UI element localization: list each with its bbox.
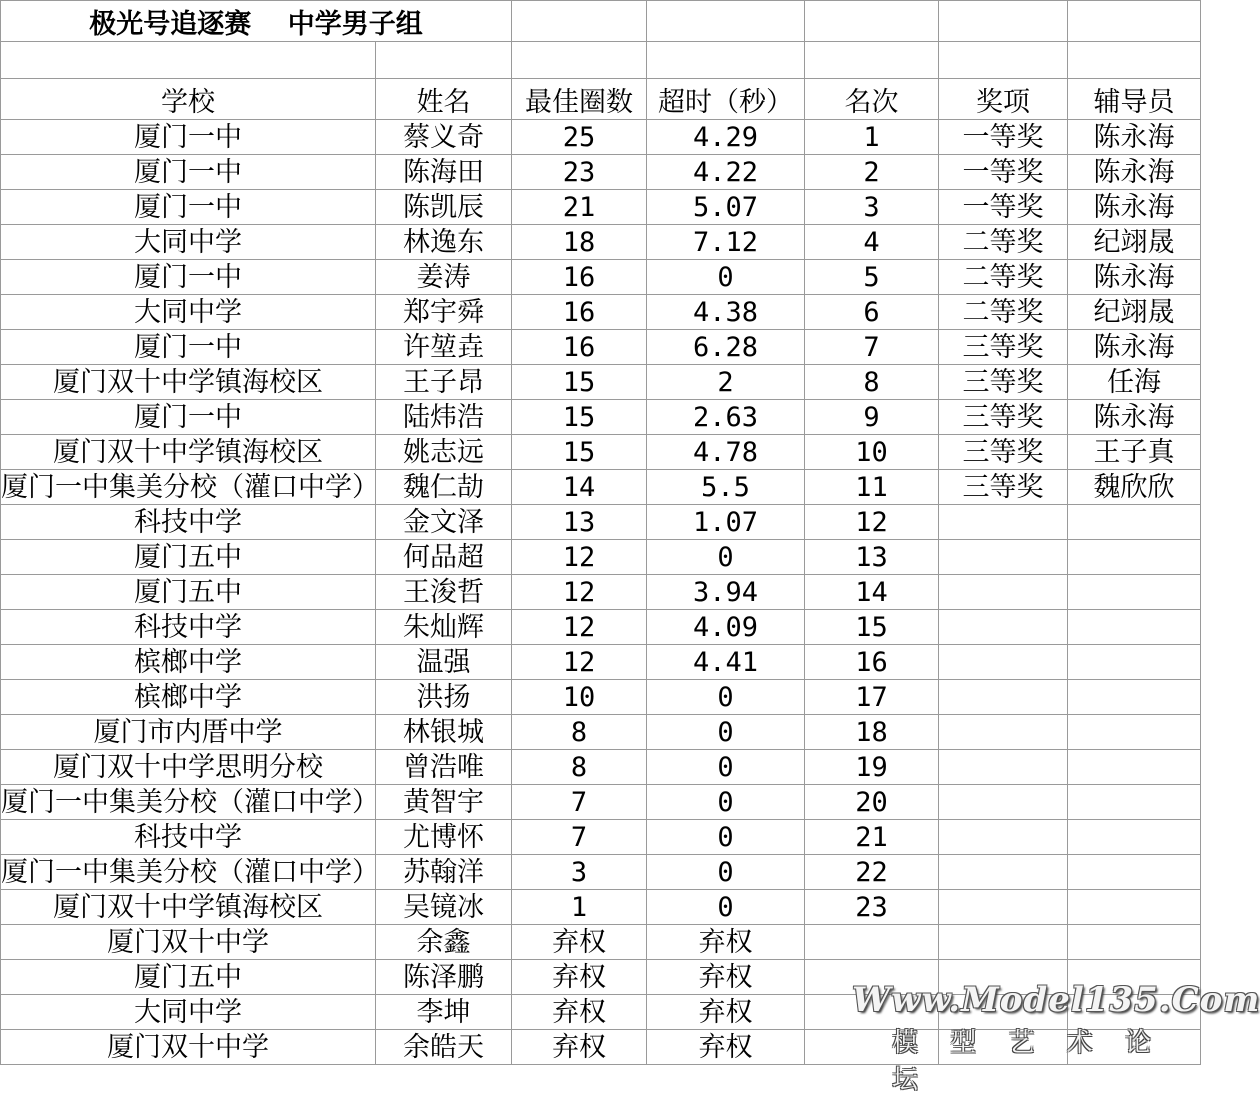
table-row (1, 260, 1201, 295)
cell-name[interactable]: 陈泽鹏 (376, 960, 512, 995)
cell-school[interactable]: 槟榔中学 (1, 645, 376, 680)
cell-best-laps[interactable]: 弃权 (512, 1030, 647, 1065)
cell-overtime[interactable]: 0 (647, 820, 805, 855)
cell-name[interactable]: 林银城 (376, 715, 512, 750)
cell-school[interactable]: 槟榔中学 (1, 680, 376, 715)
cell-award[interactable]: 二等奖 (939, 260, 1068, 295)
cell-rank[interactable]: 19 (805, 750, 939, 785)
table-row (1, 365, 1201, 400)
cell-overtime[interactable]: 5.5 (647, 470, 805, 505)
empty-cell[interactable] (805, 42, 939, 79)
table-row (1, 925, 1201, 960)
cell-name[interactable]: 姜涛 (376, 260, 512, 295)
empty-cell[interactable] (1068, 1, 1201, 42)
cell-overtime[interactable]: 2.63 (647, 400, 805, 435)
cell-award[interactable] (939, 715, 1068, 750)
cell-coach[interactable] (1068, 785, 1201, 820)
cell-coach[interactable]: 陈永海 (1068, 400, 1201, 435)
cell-rank[interactable] (805, 995, 939, 1030)
cell-best-laps[interactable]: 1 (512, 890, 647, 925)
cell-best-laps[interactable]: 15 (512, 400, 647, 435)
table-row (1, 575, 1201, 610)
cell-overtime[interactable]: 弃权 (647, 1030, 805, 1065)
cell-overtime[interactable]: 4.41 (647, 645, 805, 680)
cell-school[interactable]: 科技中学 (1, 820, 376, 855)
cell-best-laps[interactable]: 18 (512, 225, 647, 260)
cell-rank[interactable]: 6 (805, 295, 939, 330)
empty-cell[interactable] (805, 1, 939, 42)
cell-overtime[interactable]: 0 (647, 855, 805, 890)
watermark-url: Www.Model135.Com (852, 980, 1260, 1020)
table-row (1, 785, 1201, 820)
cell-coach[interactable]: 魏欣欣 (1068, 470, 1201, 505)
cell-overtime[interactable]: 弃权 (647, 995, 805, 1030)
cell-award[interactable] (939, 890, 1068, 925)
cell-award[interactable]: 二等奖 (939, 225, 1068, 260)
cell-coach[interactable] (1068, 540, 1201, 575)
cell-rank[interactable]: 17 (805, 680, 939, 715)
cell-school[interactable]: 厦门双十中学思明分校 (1, 750, 376, 785)
cell-rank[interactable]: 11 (805, 470, 939, 505)
cell-award[interactable] (939, 575, 1068, 610)
header-award[interactable]: 奖项 (939, 79, 1068, 120)
cell-best-laps[interactable]: 12 (512, 610, 647, 645)
cell-name[interactable]: 余鑫 (376, 925, 512, 960)
cell-award[interactable] (939, 540, 1068, 575)
cell-school[interactable]: 厦门一中 (1, 330, 376, 365)
cell-award[interactable] (939, 610, 1068, 645)
cell-school[interactable]: 厦门双十中学镇海校区 (1, 890, 376, 925)
cell-name[interactable]: 何品超 (376, 540, 512, 575)
header-name[interactable]: 姓名 (376, 79, 512, 120)
cell-rank[interactable]: 13 (805, 540, 939, 575)
cell-award[interactable]: 三等奖 (939, 400, 1068, 435)
cell-overtime[interactable]: 弃权 (647, 925, 805, 960)
table-row (1, 400, 1201, 435)
cell-school[interactable]: 厦门双十中学镇海校区 (1, 365, 376, 400)
cell-coach[interactable]: 陈永海 (1068, 330, 1201, 365)
table-row (1, 295, 1201, 330)
table-row (1, 820, 1201, 855)
cell-rank[interactable]: 7 (805, 330, 939, 365)
cell-name[interactable]: 黄智宇 (376, 785, 512, 820)
cell-coach[interactable]: 陈永海 (1068, 155, 1201, 190)
cell-overtime[interactable]: 3.94 (647, 575, 805, 610)
table-row (1, 855, 1201, 890)
table-row (1, 505, 1201, 540)
cell-school[interactable]: 厦门一中 (1, 155, 376, 190)
cell-award[interactable] (939, 925, 1068, 960)
cell-best-laps[interactable]: 7 (512, 820, 647, 855)
cell-coach[interactable] (1068, 610, 1201, 645)
cell-school[interactable]: 厦门双十中学 (1, 1030, 376, 1065)
cell-coach[interactable]: 陈永海 (1068, 260, 1201, 295)
table-row (1, 435, 1201, 470)
cell-rank[interactable] (805, 960, 939, 995)
cell-coach[interactable] (1068, 925, 1201, 960)
table-row (1, 540, 1201, 575)
cell-rank[interactable]: 8 (805, 365, 939, 400)
cell-name[interactable]: 陈海田 (376, 155, 512, 190)
cell-school[interactable]: 大同中学 (1, 225, 376, 260)
cell-coach[interactable] (1068, 995, 1201, 1030)
cell-name[interactable]: 许堃垚 (376, 330, 512, 365)
cell-award[interactable] (939, 855, 1068, 890)
table-row (1, 680, 1201, 715)
table-row (1, 120, 1201, 155)
cell-overtime[interactable]: 0 (647, 540, 805, 575)
cell-school[interactable]: 大同中学 (1, 995, 376, 1030)
cell-school[interactable]: 厦门市内厝中学 (1, 715, 376, 750)
cell-overtime[interactable]: 4.09 (647, 610, 805, 645)
cell-name[interactable]: 李坤 (376, 995, 512, 1030)
header-coach[interactable]: 辅导员 (1068, 79, 1201, 120)
cell-rank[interactable]: 14 (805, 575, 939, 610)
cell-best-laps[interactable]: 14 (512, 470, 647, 505)
empty-cell[interactable] (512, 42, 647, 79)
cell-rank[interactable]: 9 (805, 400, 939, 435)
cell-best-laps[interactable]: 16 (512, 295, 647, 330)
cell-best-laps[interactable]: 15 (512, 365, 647, 400)
cell-school[interactable]: 厦门一中集美分校（灌口中学） (1, 785, 376, 820)
cell-name[interactable]: 王浚哲 (376, 575, 512, 610)
cell-coach[interactable] (1068, 890, 1201, 925)
cell-best-laps[interactable]: 25 (512, 120, 647, 155)
table-row (1, 610, 1201, 645)
cell-rank[interactable]: 5 (805, 260, 939, 295)
watermark-forum-name: 模 型 艺 术 论 坛 (892, 1028, 1164, 1095)
cell-coach[interactable] (1068, 680, 1201, 715)
cell-best-laps[interactable]: 8 (512, 750, 647, 785)
cell-rank[interactable]: 18 (805, 715, 939, 750)
cell-rank[interactable]: 20 (805, 785, 939, 820)
cell-school[interactable]: 厦门五中 (1, 575, 376, 610)
cell-name[interactable]: 陆炜浩 (376, 400, 512, 435)
cell-award[interactable] (939, 750, 1068, 785)
cell-rank[interactable]: 16 (805, 645, 939, 680)
table-row (1, 1030, 1201, 1065)
cell-coach[interactable]: 王子真 (1068, 435, 1201, 470)
cell-overtime[interactable]: 0 (647, 785, 805, 820)
cell-coach[interactable] (1068, 1030, 1201, 1065)
cell-school[interactable]: 厦门一中集美分校（灌口中学） (1, 855, 376, 890)
cell-award[interactable]: 一等奖 (939, 120, 1068, 155)
sheet-title[interactable]: 极光号追逐赛 中学男子组 (1, 1, 512, 42)
cell-overtime[interactable]: 0 (647, 890, 805, 925)
empty-cell[interactable] (376, 42, 512, 79)
cell-award[interactable] (939, 785, 1068, 820)
table-row (1, 995, 1201, 1030)
cell-school[interactable]: 厦门双十中学 (1, 925, 376, 960)
cell-school[interactable]: 厦门五中 (1, 960, 376, 995)
cell-name[interactable]: 魏仁劼 (376, 470, 512, 505)
cell-name[interactable]: 朱灿辉 (376, 610, 512, 645)
cell-name[interactable]: 苏翰洋 (376, 855, 512, 890)
cell-award[interactable]: 一等奖 (939, 155, 1068, 190)
table-row (1, 330, 1201, 365)
cell-school[interactable]: 厦门一中集美分校（灌口中学） (1, 470, 376, 505)
cell-overtime[interactable]: 7.12 (647, 225, 805, 260)
cell-award[interactable]: 三等奖 (939, 435, 1068, 470)
cell-coach[interactable] (1068, 715, 1201, 750)
cell-best-laps[interactable]: 16 (512, 330, 647, 365)
table-row (1, 645, 1201, 680)
cell-award[interactable] (939, 960, 1068, 995)
cell-school[interactable]: 厦门一中 (1, 120, 376, 155)
cell-coach[interactable]: 任海 (1068, 365, 1201, 400)
cell-name[interactable]: 尤博怀 (376, 820, 512, 855)
cell-award[interactable]: 三等奖 (939, 470, 1068, 505)
cell-rank[interactable]: 21 (805, 820, 939, 855)
cell-name[interactable]: 蔡义奇 (376, 120, 512, 155)
cell-school[interactable]: 大同中学 (1, 295, 376, 330)
table-row (1, 155, 1201, 190)
cell-coach[interactable] (1068, 820, 1201, 855)
cell-name[interactable]: 金文泽 (376, 505, 512, 540)
cell-best-laps[interactable]: 3 (512, 855, 647, 890)
empty-cell[interactable] (647, 1, 805, 42)
table-row (1, 715, 1201, 750)
cell-rank[interactable]: 10 (805, 435, 939, 470)
cell-best-laps[interactable]: 8 (512, 715, 647, 750)
cell-name[interactable]: 姚志远 (376, 435, 512, 470)
cell-overtime[interactable]: 4.38 (647, 295, 805, 330)
cell-coach[interactable]: 纪翊晟 (1068, 295, 1201, 330)
empty-cell[interactable] (647, 42, 805, 79)
cell-overtime[interactable]: 4.78 (647, 435, 805, 470)
empty-cell[interactable] (939, 42, 1068, 79)
cell-award[interactable]: 三等奖 (939, 365, 1068, 400)
cell-overtime[interactable]: 1.07 (647, 505, 805, 540)
cell-school[interactable]: 科技中学 (1, 610, 376, 645)
cell-best-laps[interactable]: 23 (512, 155, 647, 190)
table-row (1, 225, 1201, 260)
cell-rank[interactable]: 15 (805, 610, 939, 645)
cell-name[interactable]: 余皓天 (376, 1030, 512, 1065)
empty-cell[interactable] (1, 42, 376, 79)
cell-rank[interactable]: 23 (805, 890, 939, 925)
cell-coach[interactable]: 陈永海 (1068, 120, 1201, 155)
cell-name[interactable]: 洪扬 (376, 680, 512, 715)
cell-rank[interactable]: 22 (805, 855, 939, 890)
cell-award[interactable] (939, 505, 1068, 540)
cell-school[interactable]: 厦门一中 (1, 400, 376, 435)
cell-coach[interactable] (1068, 960, 1201, 995)
cell-name[interactable]: 郑宇舜 (376, 295, 512, 330)
cell-coach[interactable] (1068, 575, 1201, 610)
cell-overtime[interactable]: 4.29 (647, 120, 805, 155)
cell-school[interactable]: 科技中学 (1, 505, 376, 540)
cell-rank[interactable] (805, 925, 939, 960)
header-rank[interactable]: 名次 (805, 79, 939, 120)
header-row (1, 79, 1201, 120)
cell-rank[interactable]: 1 (805, 120, 939, 155)
cell-best-laps[interactable]: 弃权 (512, 995, 647, 1030)
cell-best-laps[interactable]: 7 (512, 785, 647, 820)
cell-name[interactable]: 吴镜冰 (376, 890, 512, 925)
cell-name[interactable]: 曾浩唯 (376, 750, 512, 785)
header-best-laps[interactable]: 最佳圈数 (512, 79, 647, 120)
cell-name[interactable]: 陈凯辰 (376, 190, 512, 225)
empty-cell[interactable] (1068, 42, 1201, 79)
cell-best-laps[interactable]: 弃权 (512, 960, 647, 995)
cell-overtime[interactable]: 0 (647, 260, 805, 295)
cell-rank[interactable]: 2 (805, 155, 939, 190)
cell-overtime[interactable]: 5.07 (647, 190, 805, 225)
cell-overtime[interactable]: 弃权 (647, 960, 805, 995)
cell-rank[interactable] (805, 1030, 939, 1065)
cell-name[interactable]: 林逸东 (376, 225, 512, 260)
cell-award[interactable] (939, 1030, 1068, 1065)
table-row (1, 750, 1201, 785)
cell-name[interactable]: 王子昂 (376, 365, 512, 400)
cell-award[interactable] (939, 995, 1068, 1030)
cell-best-laps[interactable]: 16 (512, 260, 647, 295)
cell-rank[interactable]: 4 (805, 225, 939, 260)
cell-award[interactable] (939, 680, 1068, 715)
cell-award[interactable] (939, 645, 1068, 680)
cell-school[interactable]: 厦门一中 (1, 260, 376, 295)
table-row (1, 470, 1201, 505)
cell-coach[interactable] (1068, 750, 1201, 785)
header-overtime[interactable]: 超时（秒） (647, 79, 805, 120)
cell-overtime[interactable]: 2 (647, 365, 805, 400)
empty-cell[interactable] (939, 1, 1068, 42)
cell-rank[interactable]: 3 (805, 190, 939, 225)
cell-best-laps[interactable]: 21 (512, 190, 647, 225)
cell-coach[interactable] (1068, 505, 1201, 540)
table-row (1, 890, 1201, 925)
cell-best-laps[interactable]: 弃权 (512, 925, 647, 960)
table-row (1, 960, 1201, 995)
cell-overtime[interactable]: 4.22 (647, 155, 805, 190)
cell-school[interactable]: 厦门双十中学镇海校区 (1, 435, 376, 470)
cell-school[interactable]: 厦门五中 (1, 540, 376, 575)
cell-coach[interactable]: 纪翊晟 (1068, 225, 1201, 260)
header-school[interactable]: 学校 (1, 79, 376, 120)
cell-best-laps[interactable]: 13 (512, 505, 647, 540)
cell-coach[interactable]: 陈永海 (1068, 190, 1201, 225)
cell-award[interactable]: 二等奖 (939, 295, 1068, 330)
cell-best-laps[interactable]: 10 (512, 680, 647, 715)
cell-overtime[interactable]: 0 (647, 750, 805, 785)
empty-cell[interactable] (512, 1, 647, 42)
cell-coach[interactable] (1068, 645, 1201, 680)
cell-best-laps[interactable]: 12 (512, 645, 647, 680)
cell-name[interactable]: 温强 (376, 645, 512, 680)
blank-row (1, 42, 1201, 79)
cell-best-laps[interactable]: 12 (512, 540, 647, 575)
cell-award[interactable]: 一等奖 (939, 190, 1068, 225)
cell-award[interactable] (939, 820, 1068, 855)
cell-best-laps[interactable]: 12 (512, 575, 647, 610)
table-row (1, 190, 1201, 225)
cell-overtime[interactable]: 0 (647, 715, 805, 750)
cell-award[interactable]: 三等奖 (939, 330, 1068, 365)
cell-overtime[interactable]: 6.28 (647, 330, 805, 365)
cell-school[interactable]: 厦门一中 (1, 190, 376, 225)
cell-rank[interactable]: 12 (805, 505, 939, 540)
cell-best-laps[interactable]: 15 (512, 435, 647, 470)
cell-coach[interactable] (1068, 855, 1201, 890)
title-row (1, 1, 1201, 42)
cell-overtime[interactable]: 0 (647, 680, 805, 715)
